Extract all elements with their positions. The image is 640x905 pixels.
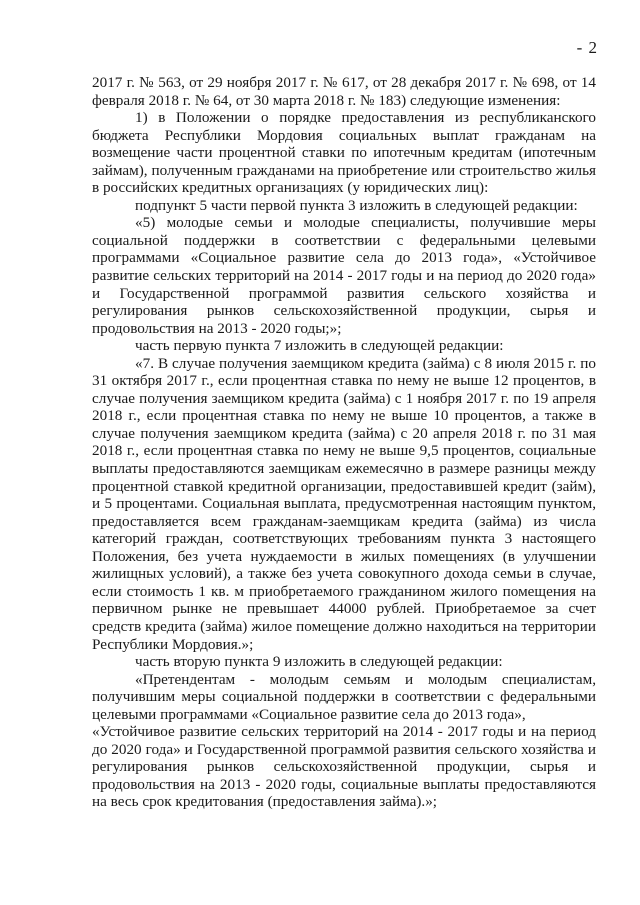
page-number: - 2 (576, 38, 598, 57)
paragraph-subpoint-5-text: «5) молодые семьи и молодые специалисты, получившие меры социальной поддержки в соответствии с федеральными целевыми программами «Социальное развитие села до 2013 года», «Устойчивое развитие сельских территорий на 2014 - 2017 годы и на период до 2020 года» и Государственной программой развития сельского хозяйства и регулирования рынков сельскохозяйственной продукции, сырья и продовольствия на 2013 - 2020 годы;»; (92, 214, 596, 337)
document-body (92, 74, 596, 811)
paragraph-intro-continuation: 2017 г. № 563, от 29 ноября 2017 г. № 617, от 28 декабря 2017 г. № 698, от 14 февраля 2018 г. № 64, от 30 марта 2018 г. № 183) следующие изменения: (92, 74, 596, 109)
paragraph-point-7-text: «7. В случае получения заемщиком кредита (займа) с 8 июля 2015 г. по 31 октября 2017 г., если процентная ставка по нему не выше 12 процентов, в случае получения заемщиком кредита (займа) с 1 ноября 2017 г. по 19 апреля 2018 г., если процентная ставка по нему не выше 10 процентов, а также в случае получения заемщиком кредита (займа) с 20 апреля 2018 г. по 31 мая 2018 г., если процентная ставка по нему не выше 9,5 процентов, социальные выплаты предоставляются заемщикам ежемесячно в размере разницы между процентной ставкой кредитной организации, предоставившей кредит (займ), и 5 процентами. Социальная выплата, предусмотренная настоящим пунктом, предоставляется всем гражданам-заемщикам кредита (займа) из числа категорий граждан, соответствующих требованиям пункта 3 настоящего Положения, без учета нуждаемости в жилых помещениях (в улучшении жилищных условий), а также без учета совокупного дохода семьи в случае, если стоимость 1 кв. м приобретаемого гражданином жилого помещения на первичном рынке не превышает 44000 рублей. Приобретаемое за счет средств кредита (займа) жилое помещение должно находиться на территории Республики Мордовия.»; (92, 354, 596, 653)
paragraph-point-7-instruction: часть первую пункта 7 изложить в следующей редакции: (135, 337, 504, 355)
paragraph-item-1: 1) в Положении о порядке предоставления из республиканского бюджета Республики Мордовия социальных выплат гражданам на возмещение части процентной ставки по ипотечным кредитам (ипотечным займам), полученным гражданами на приобретение или строительство жилья в российских кредитных организациях (у юридических лиц): (92, 109, 596, 197)
paragraph-point-9-text: «Претендентам - молодым семьям и молодым специалистам, получившим меры социальной поддержки в соответствии с федеральными целевыми программами «Социальное развитие села до 2013 года», (92, 670, 596, 723)
paragraph-point-9-text-continued: «Устойчивое развитие сельских территорий на 2014 - 2017 годы и на период до 2020 года» и Государственной программой развития сельского хозяйства и регулирования рынков сельскохозяйственной продукции, сырья и продовольствия на 2013 - 2020 годы, социальные выплаты предоставляются на весь срок кредитования (предоставления займа).»; (92, 723, 596, 811)
paragraph-point-9-instruction: часть вторую пункта 9 изложить в следующей редакции: (135, 653, 503, 671)
paragraph-subpoint-5-instruction: подпункт 5 части первой пункта 3 изложить в следующей редакции: (135, 196, 578, 214)
